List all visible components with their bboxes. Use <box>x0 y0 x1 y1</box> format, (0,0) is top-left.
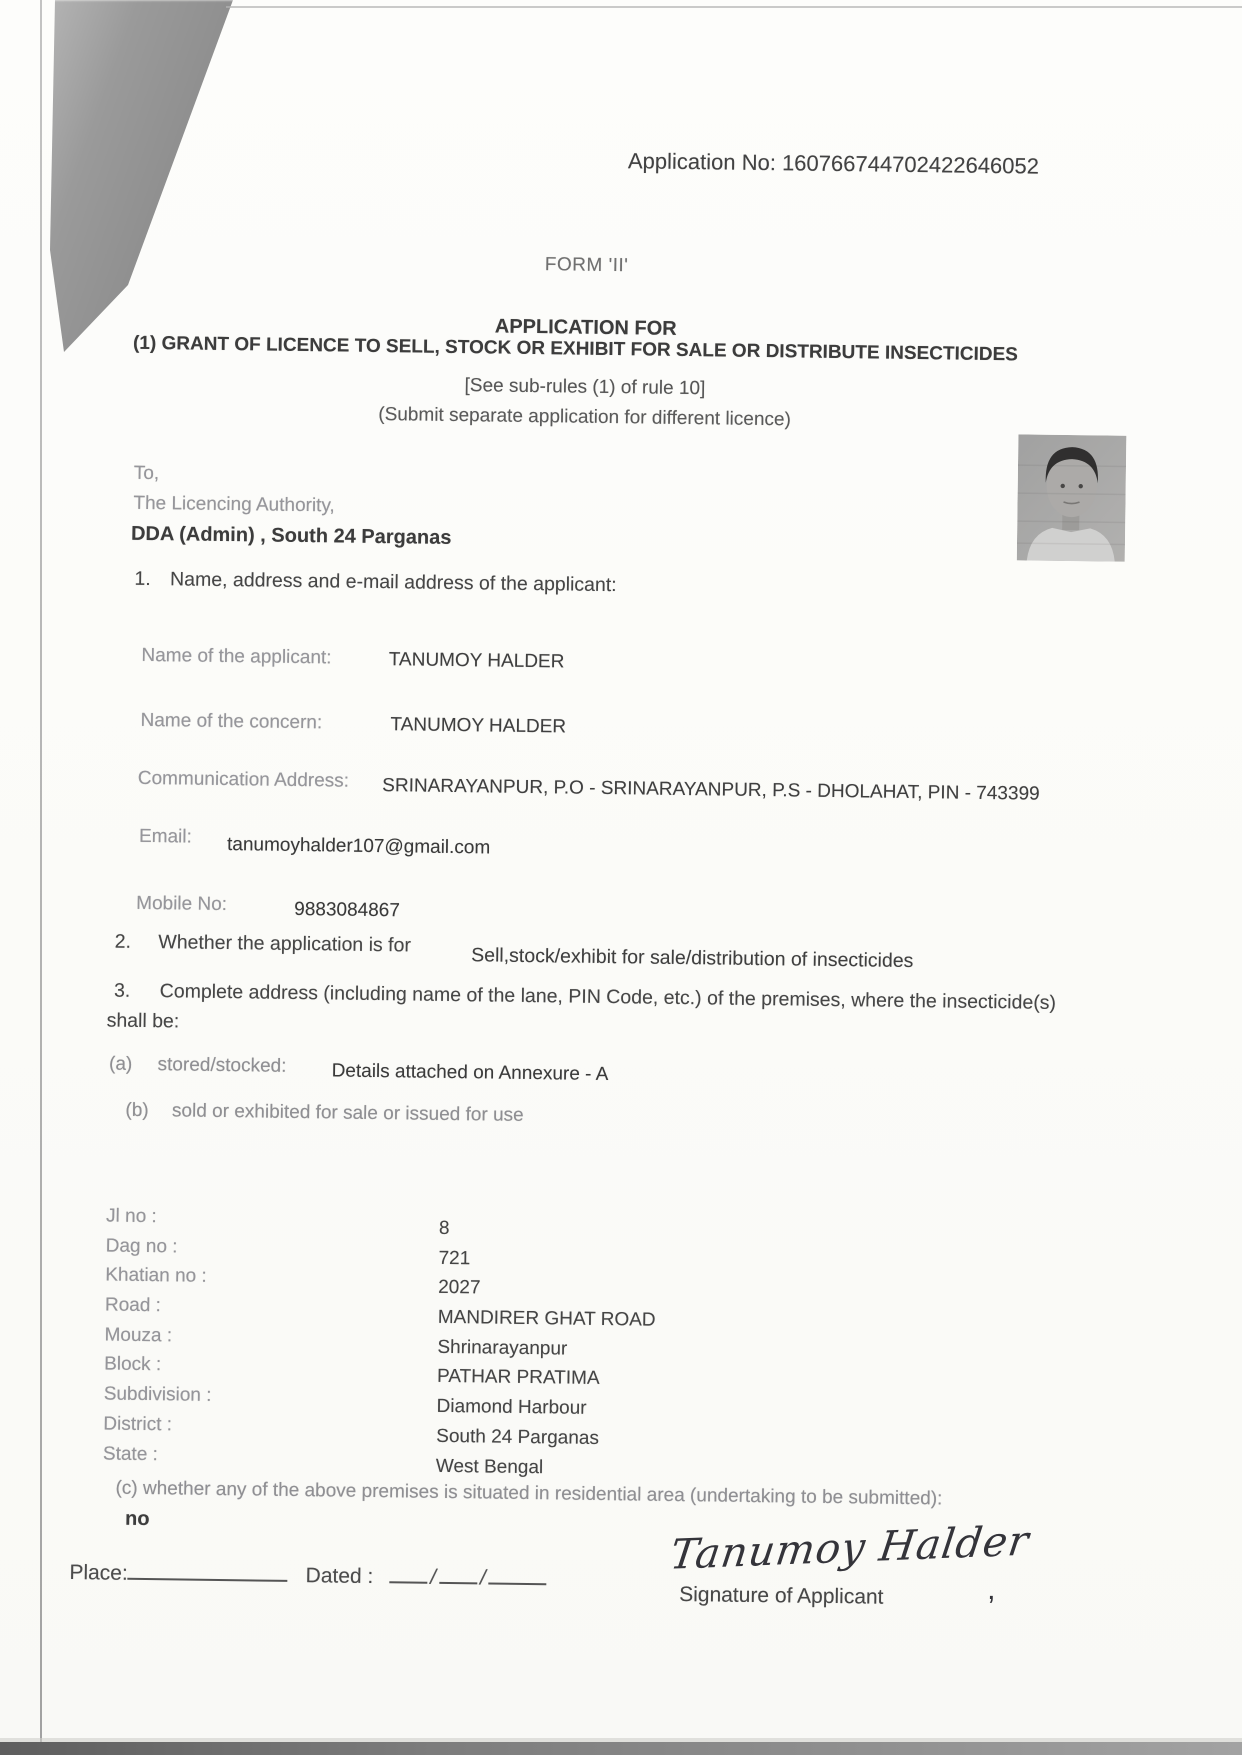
signature-label: Signature of Applicant <box>679 1583 884 1609</box>
field-mobile-value: 9883084867 <box>294 898 401 922</box>
applicant-photo <box>1017 434 1127 561</box>
field-communication-address-label: Communication Address: <box>137 767 350 792</box>
premise-value-road: MANDIRER GHAT ROAD <box>437 1306 656 1331</box>
premise-value-dag-no: 721 <box>438 1247 471 1269</box>
premise-value-district: South 24 Parganas <box>436 1425 600 1449</box>
premise-label-dag-no: Dag no : <box>105 1235 178 1258</box>
section3-heading-row <box>114 980 1056 1015</box>
heading-application-for: APPLICATION FOR <box>494 315 677 340</box>
section3-heading-cont: shall be: <box>106 1009 180 1033</box>
date-month-line <box>439 1564 477 1584</box>
date-blank-field <box>389 1565 547 1590</box>
place-label: Place: <box>69 1561 128 1585</box>
field-email-label: Email: <box>138 825 192 848</box>
premise-value-state: West Bengal <box>435 1455 544 1478</box>
section1-number: 1. <box>134 567 151 591</box>
premises-values <box>436 1214 657 1484</box>
item-a-label: (a) <box>108 1053 133 1075</box>
form-title: FORM 'II' <box>544 254 629 277</box>
premise-label-mouza: Mouza : <box>104 1324 173 1347</box>
premise-label-jl-no: Jl no : <box>105 1205 157 1228</box>
item-b-label: (b) <box>125 1099 149 1122</box>
premises-labels <box>103 1201 214 1470</box>
premise-label-subdivision: Subdivision : <box>103 1383 212 1407</box>
section3-item-b <box>125 1100 523 1127</box>
section3-item-c: (c) whether any of the above premises is situated in residential area (undertaking to be submitted): <box>115 1477 943 1510</box>
field-applicant-name-label: Name of the applicant: <box>141 644 332 669</box>
section2-heading: Whether the application is for <box>158 931 412 957</box>
premise-label-khatian-no: Khatian no : <box>105 1264 207 1288</box>
heading-subrules: [See sub-rules (1) of rule 10] <box>464 375 706 400</box>
application-number-label: Application No: <box>627 148 777 176</box>
heading-submit-note: (Submit separate application for different licence) <box>378 403 792 431</box>
date-day-line <box>389 1563 427 1583</box>
premise-label-district: District : <box>103 1413 173 1436</box>
item-a-value: Details attached on Annexure - A <box>331 1060 609 1086</box>
place-dated-row <box>69 1559 547 1591</box>
application-number <box>628 148 1039 179</box>
premise-value-block: PATHAR PRATIMA <box>436 1366 600 1390</box>
application-number-value: 160766744702422646052 <box>781 150 1040 179</box>
dated-label: Dated : <box>305 1564 374 1589</box>
applicant-signature: Tanumoy Halder <box>667 1516 1033 1579</box>
section2-number: 2. <box>114 930 132 953</box>
heading-grant-of-licence: (1) GRANT OF LICENCE TO SELL, STOCK OR EXHIBIT FOR SALE OR DISTRIBUTE INSECTICIDES <box>132 332 1019 366</box>
date-year-line <box>489 1565 547 1586</box>
addressee-office: DDA (Admin) , South 24 Parganas <box>130 522 452 549</box>
field-email <box>138 825 491 859</box>
addressee-to: To, <box>133 462 160 485</box>
date-slash-2: / <box>479 1566 487 1590</box>
section2-row <box>114 930 914 973</box>
section3-number: 3. <box>113 979 131 1002</box>
field-mobile-label: Mobile No: <box>136 892 228 916</box>
field-applicant-name <box>141 645 564 673</box>
premise-value-khatian-no: 2027 <box>438 1277 481 1299</box>
premise-label-block: Block : <box>104 1353 162 1376</box>
field-concern-name-label: Name of the concern: <box>140 709 323 734</box>
item-b-sub: sold or exhibited for sale or issued for use <box>171 1100 524 1126</box>
field-email-value: tanumoyhalder107@gmail.com <box>226 834 491 859</box>
premise-value-subdivision: Diamond Harbour <box>436 1395 587 1419</box>
field-mobile <box>136 892 401 922</box>
place-blank-line <box>128 1560 288 1582</box>
section3-item-a <box>108 1053 609 1086</box>
field-communication-address <box>137 767 1040 805</box>
applicant-photo-image <box>1017 434 1127 561</box>
premise-label-state: State : <box>102 1442 159 1465</box>
premise-value-jl-no: 8 <box>438 1217 450 1239</box>
premise-label-road: Road : <box>104 1294 162 1317</box>
field-applicant-name-value: TANUMOY HALDER <box>388 649 565 673</box>
signature-flourish-mark: , <box>987 1573 996 1607</box>
premise-value-mouza: Shrinarayanpur <box>437 1336 568 1360</box>
field-communication-address-value: SRINARAYANPUR, P.O - SRINARAYANPUR, P.S - DHOLAHAT, PIN - 743399 <box>382 775 1040 805</box>
date-slash-1: / <box>430 1565 437 1589</box>
section3-heading-text: Complete address (including name of the lane, PIN Code, etc.) of the premises, where the insecticide(s) <box>159 980 1057 1014</box>
field-concern-name <box>140 710 566 738</box>
section1-heading <box>134 568 617 597</box>
section2-value: Sell,stock/exhibit for sale/distribution of insecticides <box>471 944 914 973</box>
section1-heading-text: Name, address and e-mail address of the applicant: <box>169 568 617 597</box>
field-concern-name-value: TANUMOY HALDER <box>390 714 567 738</box>
item-a-sub: stored/stocked: <box>157 1054 287 1077</box>
item-c-value: no <box>124 1507 150 1531</box>
addressee-authority: The Licencing Authority, <box>133 492 335 517</box>
